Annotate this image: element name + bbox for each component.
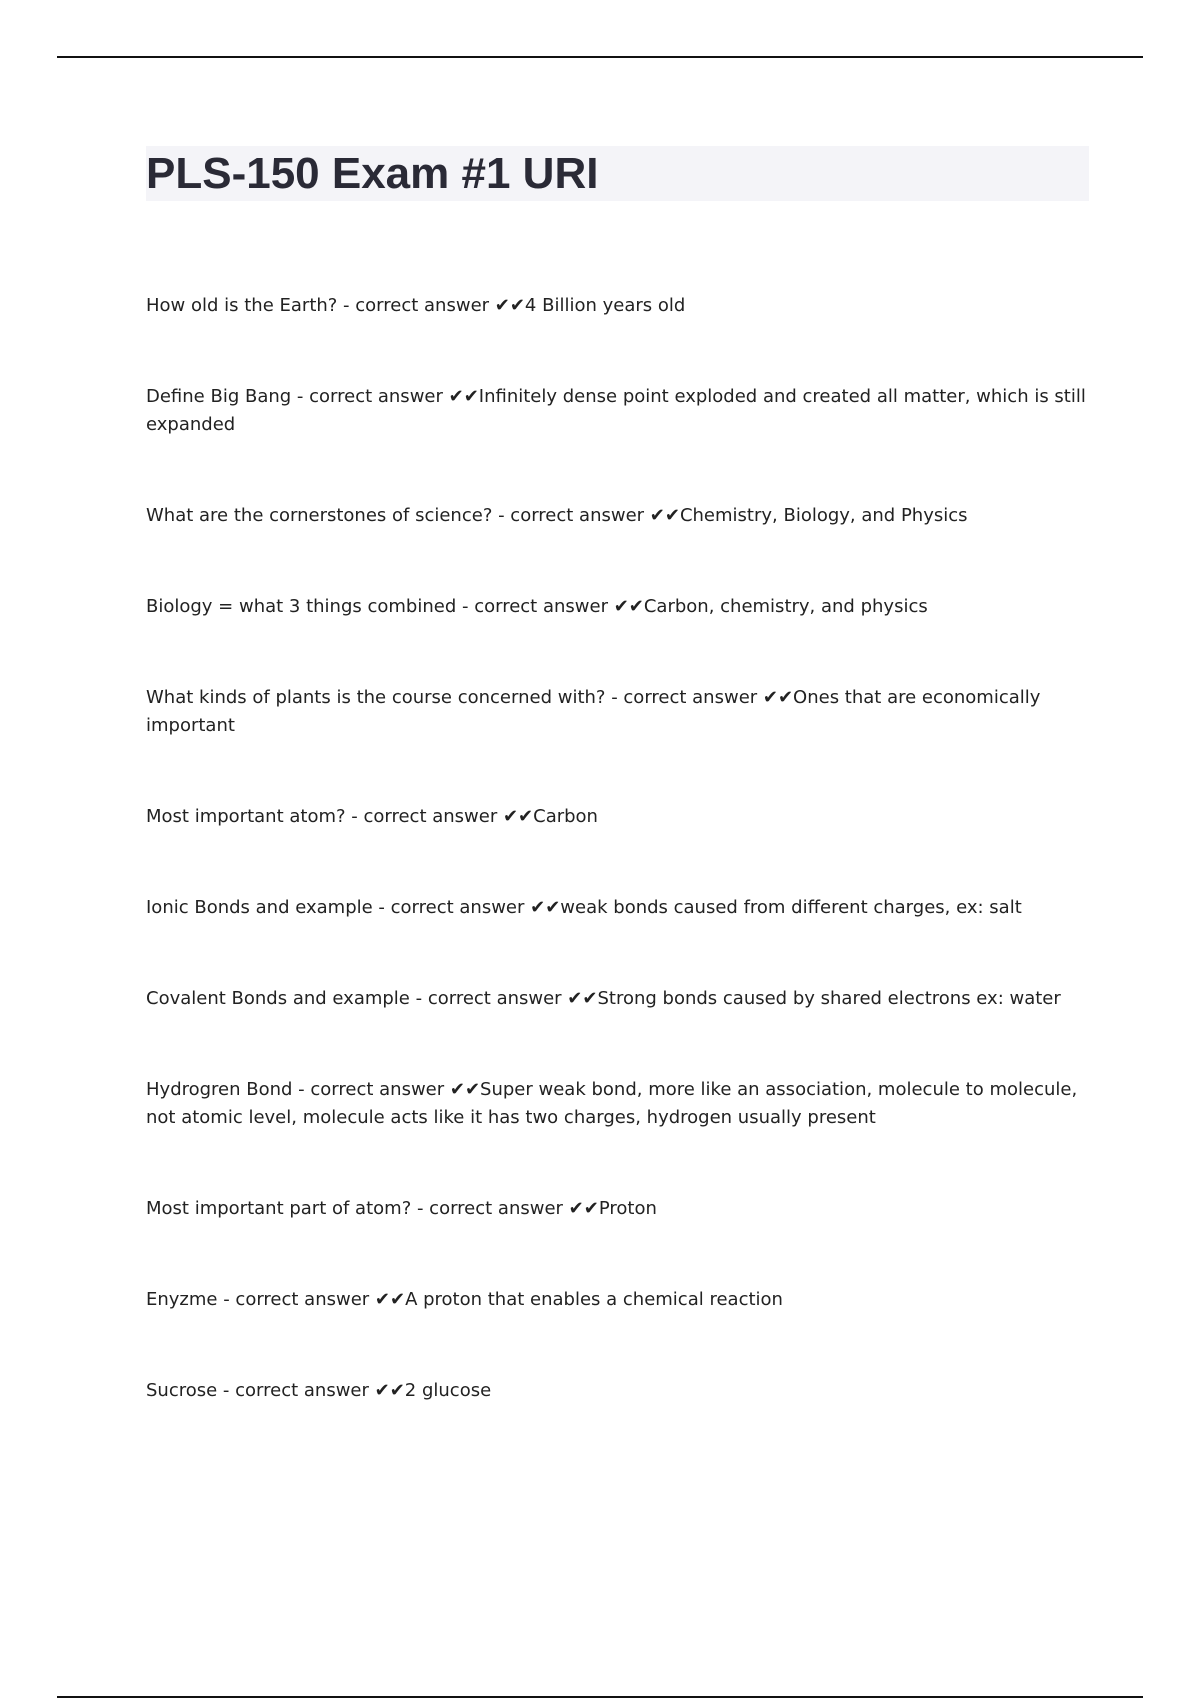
qa-item: Hydrogren Bond - correct answer ✔✔Super weak bond, more like an association, molecule to molecule, not atomic level, molecule acts like it has two charges, hydrogen usually present xyxy=(146,1079,1078,1128)
qa-item: Biology = what 3 things combined - correct answer ✔✔Carbon, chemistry, and physics xyxy=(146,596,928,617)
qa-item: Covalent Bonds and example - correct answer ✔✔Strong bonds caused by shared electrons ex: water xyxy=(146,988,1061,1009)
page-title: PLS-150 Exam #1 URI xyxy=(146,149,599,198)
qa-item: Enyzme - correct answer ✔✔A proton that enables a chemical reaction xyxy=(146,1289,783,1310)
qa-item: Define Big Bang - correct answer ✔✔Infinitely dense point exploded and created all matter, which is still expanded xyxy=(146,386,1086,435)
qa-item: What kinds of plants is the course concerned with? - correct answer ✔✔Ones that are economically important xyxy=(146,687,1041,736)
top-rule xyxy=(57,56,1143,58)
qa-item: Most important part of atom? - correct answer ✔✔Proton xyxy=(146,1198,657,1219)
bottom-rule xyxy=(57,1696,1143,1698)
qa-item: Most important atom? - correct answer ✔✔Carbon xyxy=(146,806,598,827)
qa-item: Sucrose - correct answer ✔✔2 glucose xyxy=(146,1380,492,1401)
qa-list xyxy=(146,292,1090,1468)
qa-item: How old is the Earth? - correct answer ✔✔4 Billion years old xyxy=(146,295,686,316)
qa-item: Ionic Bonds and example - correct answer ✔✔weak bonds caused from different charges, ex: salt xyxy=(146,897,1022,918)
qa-item: What are the cornerstones of science? - correct answer ✔✔Chemistry, Biology, and Physics xyxy=(146,505,968,526)
